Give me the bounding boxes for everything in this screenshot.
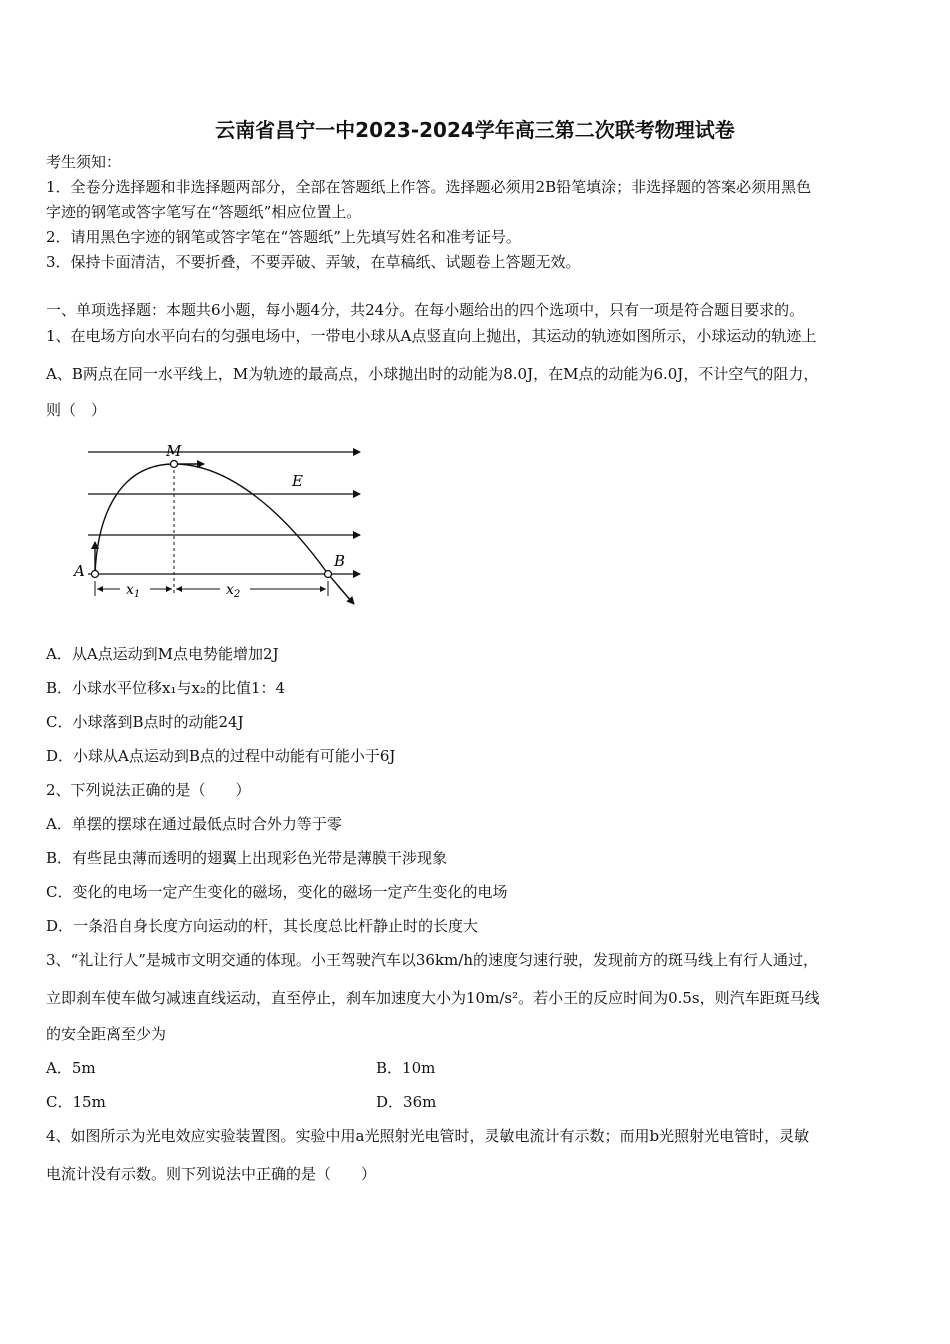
notice-heading: 考生须知： (46, 153, 122, 171)
q3-option-a: A．5m (46, 1059, 96, 1077)
svg-text:x1 (126, 582, 140, 600)
q1-stem-line: 1、在电场方向水平向右的匀强电场中，一带电小球从A点竖直向上抛出，其运动的轨迹如图所示，小球运动的轨迹上 (46, 327, 817, 345)
q1-option: D．小球从A点运动到B点的过程中动能有可能小于6J (46, 747, 396, 765)
trajectory-diagram (70, 436, 370, 616)
label-x1-sub: 1 (133, 589, 141, 600)
label-x2: x (226, 582, 234, 598)
page-title: 云南省昌宁一中2023-2024学年高三第二次联考物理试卷 (215, 118, 735, 142)
q2-option: D．一条沿自身长度方向运动的杆，其长度总比杆静止时的长度大 (46, 917, 479, 935)
label-x2-sub: 2 (233, 589, 241, 600)
notice-item: 3．保持卡面清洁，不要折叠，不要弄破、弄皱，在草稿纸、试题卷上答题无效。 (46, 253, 581, 271)
q3-option-b: B．10m (376, 1059, 436, 1077)
q3-stem-line: 3、“礼让行人”是城市文明交通的体现。小王驾驶汽车以36km/h的速度匀速行驶，发现前方的斑马线上有行人通过， (46, 951, 818, 969)
q4-stem-line: 电流计没有示数。则下列说法中正确的是（ ） (46, 1165, 377, 1183)
notice-item: 2．请用黑色字迹的钢笔或答字笔在“答题纸”上先填写姓名和准考证号。 (46, 228, 521, 246)
q4-stem-line: 4、如图所示为光电效应实验装置图。实验中用a光照射光电管时，灵敏电流计有示数；而用b光照射光电管时，灵敏 (46, 1127, 810, 1145)
q3-stem-line: 立即刹车使车做匀减速直线运动，直至停止，刹车加速度大小为10m/s²。若小王的反应时间为0.5s，则汽车距斑马线 (46, 989, 820, 1007)
q1-trajectory-figure (70, 436, 370, 620)
section-heading: 一、单项选择题：本题共6小题，每小题4分，共24分。在每小题给出的四个选项中，只有一项是符合题目要求的。 (46, 301, 805, 319)
label-M: M (166, 442, 182, 460)
q3-stem-line: 的安全距离至少为 (46, 1025, 167, 1043)
q3-option-d: D．36m (376, 1093, 437, 1111)
q2-option: B．有些昆虫薄而透明的翅翼上出现彩色光带是薄膜干涉现象 (46, 849, 448, 867)
svg-text:x2 (226, 582, 240, 600)
q2-stem: 2、下列说法正确的是（ ） (46, 781, 251, 799)
point-A (92, 571, 99, 578)
q1-option: C．小球落到B点时的动能24J (46, 713, 244, 731)
label-E: E (292, 472, 303, 490)
q2-option: C．变化的电场一定产生变化的磁场，变化的磁场一定产生变化的电场 (46, 883, 508, 901)
point-M (171, 461, 178, 468)
q1-option: A．从A点运动到M点电势能增加2J (46, 645, 279, 663)
q1-stem-line: 则（ ） (46, 401, 107, 419)
notice-item: 1．全卷分选择题和非选择题两部分，全部在答题纸上作答。选择题必须用2B铅笔填涂；非选择题的答案必须用黑色 (46, 178, 812, 196)
label-x1: x (126, 582, 134, 598)
q1-stem-line: A、B两点在同一水平线上，M为轨迹的最高点，小球抛出时的动能为8.0J，在M点的动能为6.0J，不计空气的阻力， (46, 365, 819, 383)
label-A: A (74, 562, 85, 580)
label-B: B (334, 552, 346, 570)
notice-item: 字迹的钢笔或答字笔写在“答题纸”相应位置上。 (46, 203, 362, 221)
q2-option: A．单摆的摆球在通过最低点时合外力等于零 (46, 815, 342, 833)
point-B (325, 571, 332, 578)
q1-option: B．小球水平位移x₁与x₂的比值1：4 (46, 679, 286, 697)
q3-option-c: C．15m (46, 1093, 106, 1111)
